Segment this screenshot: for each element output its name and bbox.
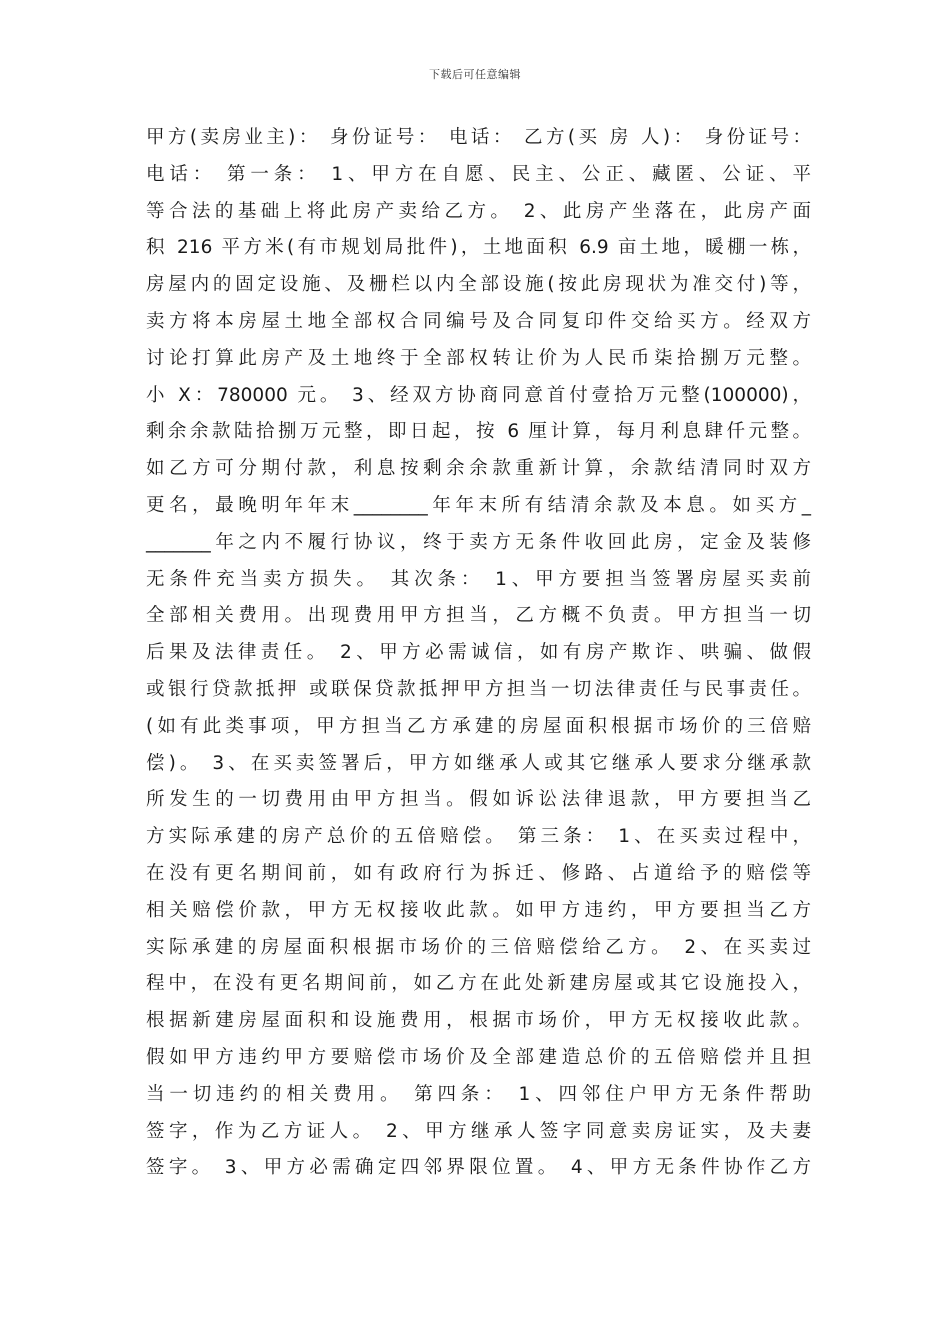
body-line: 签字。 3、甲方必需确定四邻界限位置。 4、甲方无条件协作乙方 <box>146 1157 811 1179</box>
body-line: _______年之内不履行协议，终于卖方无条件收回此房，定金及装修 <box>146 531 811 553</box>
body-line: 程中，在没有更名期间前，如乙方在此处新建房屋或其它设施投入， <box>146 973 811 995</box>
body-line: 小 X：780000 元。 3、经双方协商同意首付壹拾万元整(100000)， <box>146 384 811 406</box>
body-line: 积 216 平方米(有市规划局批件)，土地面积 6.9 亩土地，暖棚一栋， <box>146 237 811 259</box>
body-line: 签字，作为乙方证人。 2、甲方继承人签字同意卖房证实，及夫妻 <box>146 1120 811 1142</box>
body-line: 讨论打算此房产及土地终于全部权转让价为人民币柒拾捌万元整。 <box>146 347 811 369</box>
body-line: (如有此类事项，甲方担当乙方承建的房屋面积根据市场价的三倍赔 <box>146 715 811 737</box>
body-line: 在没有更名期间前，如有政府行为拆迁、修路、占道给予的赔偿等 <box>146 862 811 884</box>
body-line: 卖方将本房屋土地全部权合同编号及合同复印件交给买方。经双方 <box>146 310 811 332</box>
body-line: 全部相关费用。出现费用甲方担当，乙方概不负责。甲方担当一切 <box>146 605 811 627</box>
body-line: 偿)。 3、在买卖签署后，甲方如继承人或其它继承人要求分继承款 <box>146 752 811 774</box>
body-line: 后果及法律责任。 2、甲方必需诚信，如有房产欺诈、哄骗、做假 <box>146 642 811 664</box>
body-line: 或银行贷款抵押 或联保贷款抵押甲方担当一切法律责任与民事责任。 <box>146 678 811 700</box>
body-line: 根据新建房屋面积和设施费用，根据市场价，甲方无权接收此款。 <box>146 1010 811 1032</box>
body-line: 当一切违约的相关费用。 第四条： 1、四邻住户甲方无条件帮助 <box>146 1083 811 1105</box>
body-line: 剩余余款陆拾捌万元整，即日起，按 6 厘计算，每月利息肆仟元整。 <box>146 421 811 443</box>
body-line: 电话： 第一条： 1、甲方在自愿、民主、公正、藏匿、公证、平 <box>146 163 811 185</box>
body-line: 实际承建的房屋面积根据市场价的三倍赔偿给乙方。 2、在买卖过 <box>146 936 811 958</box>
body-line: 房屋内的固定设施、及栅栏以内全部设施(按此房现状为准交付)等， <box>146 274 811 296</box>
body-line: 等合法的基础上将此房产卖给乙方。 2、此房产坐落在，此房产面 <box>146 200 811 222</box>
body-line: 更名，最晚明年年末________年年末所有结清余款及本息。如买方_ <box>146 494 811 516</box>
page-header: 下载后可任意编辑 <box>429 68 521 81</box>
body-line: 所发生的一切费用由甲方担当。假如诉讼法律退款，甲方要担当乙 <box>146 789 811 811</box>
body-line: 如乙方可分期付款，利息按剩余余款重新计算，余款结清同时双方 <box>146 458 811 480</box>
body-line: 相关赔偿价款，甲方无权接收此款。如甲方违约，甲方要担当乙方 <box>146 899 811 921</box>
contract-body <box>146 120 811 1187</box>
body-line: 无条件充当卖方损失。 其次条： 1、甲方要担当签署房屋买卖前 <box>146 568 811 590</box>
body-line: 甲方(卖房业主)： 身份证号： 电话： 乙方(买 房 人)： 身份证号： <box>146 127 811 148</box>
body-line: 假如甲方违约甲方要赔偿市场价及全部建造总价的五倍赔偿并且担 <box>146 1046 811 1068</box>
body-line: 方实际承建的房产总价的五倍赔偿。 第三条： 1、在买卖过程中， <box>146 826 811 848</box>
